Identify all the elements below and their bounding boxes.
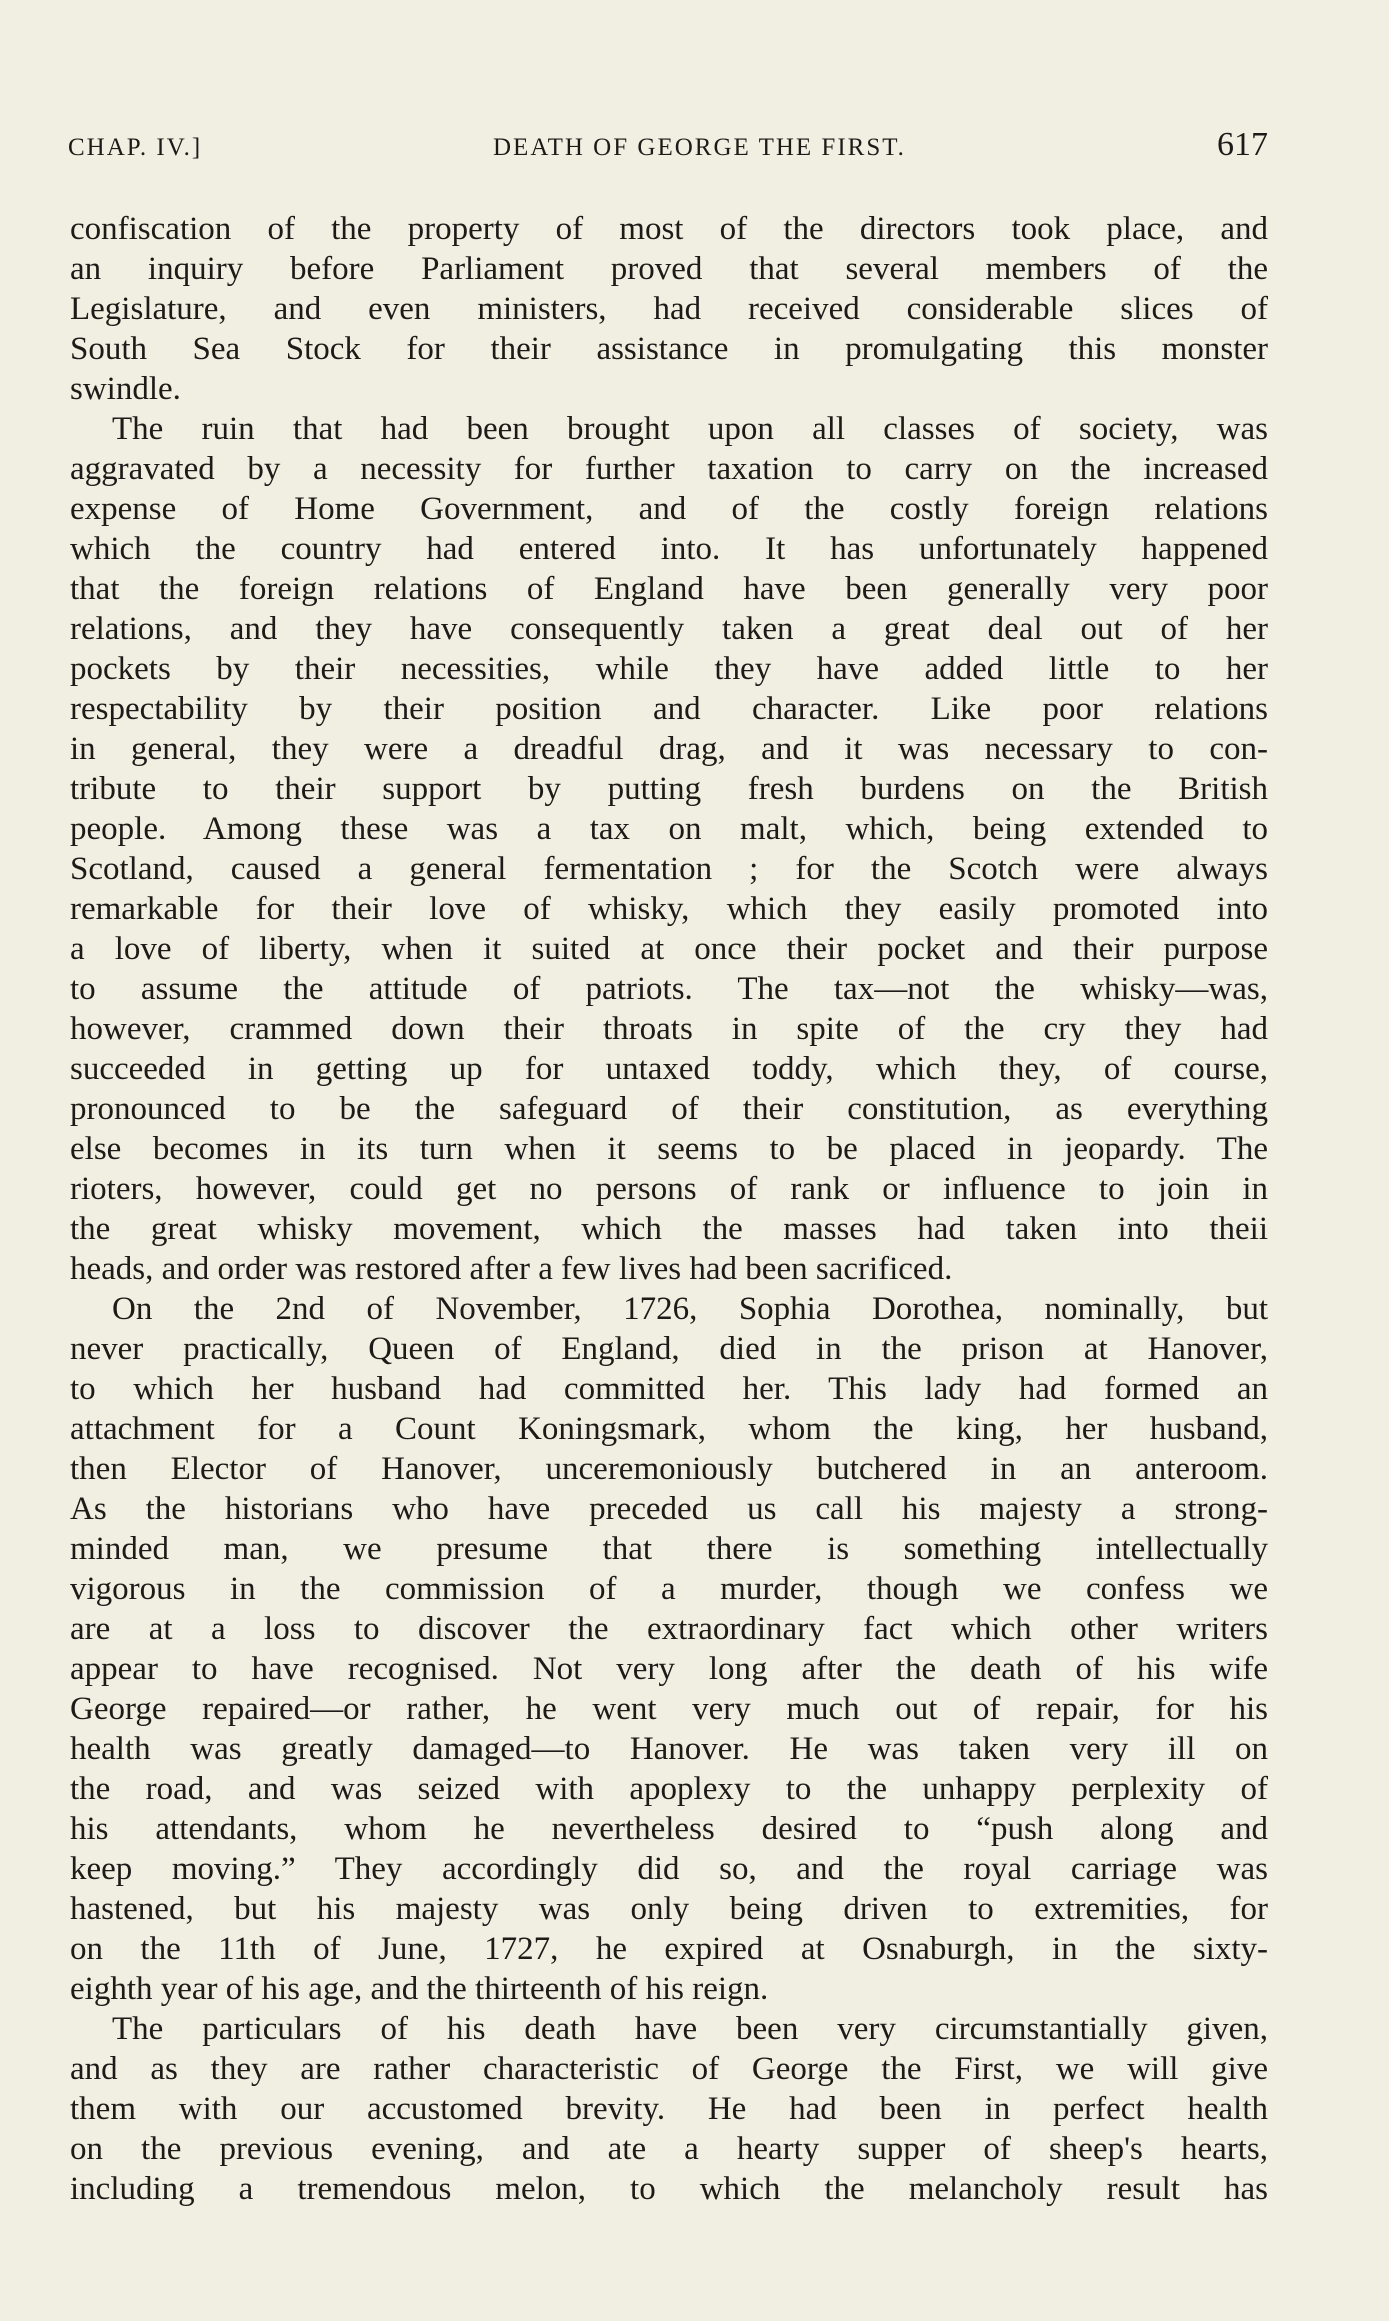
text-line: else becomes in its turn when it seems to be placed in jeopardy. The	[70, 1131, 1268, 1167]
text-line: eighth year of his age, and the thirteenth of his reign.	[70, 1971, 769, 2007]
text-line: The particulars of his death have been very circumstantially given,	[112, 2011, 1268, 2047]
text-line: a love of liberty, when it suited at once their pocket and their purpose	[70, 931, 1268, 967]
text-line: however, crammed down their throats in spite of the cry they had	[70, 1011, 1268, 1047]
text-line: remarkable for their love of whisky, which they easily promoted into	[70, 891, 1268, 927]
text-line: succeeded in getting up for untaxed toddy, which they, of course,	[70, 1051, 1268, 1087]
text-line: rioters, however, could get no persons of rank or influence to join in	[70, 1171, 1268, 1207]
text-line: on the 11th of June, 1727, he expired at Osnaburgh, in the sixty-	[70, 1931, 1268, 1967]
text-line: heads, and order was restored after a few lives had been sacrificed.	[70, 1251, 953, 1287]
text-line: Legislature, and even ministers, had received considerable slices of	[70, 291, 1268, 327]
text-line: them with our accustomed brevity. He had been in perfect health	[70, 2091, 1268, 2127]
text-line: never practically, Queen of England, died in the prison at Hanover,	[70, 1331, 1268, 1367]
text-line: to which her husband had committed her. This lady had formed an	[70, 1371, 1268, 1407]
text-line: minded man, we presume that there is something intellectually	[70, 1531, 1268, 1567]
text-line: in general, they were a dreadful drag, and it was necessary to con-	[70, 731, 1268, 767]
text-line: his attendants, whom he nevertheless desired to “push along and	[70, 1811, 1268, 1847]
text-line: the road, and was seized with apoplexy to the unhappy perplexity of	[70, 1771, 1268, 1807]
text-line: an inquiry before Parliament proved that several members of the	[70, 251, 1268, 287]
text-line: including a tremendous melon, to which the melancholy result has	[70, 2171, 1268, 2207]
text-line: tribute to their support by putting fresh burdens on the British	[70, 771, 1268, 807]
text-line: health was greatly damaged—to Hanover. He was taken very ill on	[70, 1731, 1268, 1767]
running-head	[68, 126, 1268, 166]
text-line: relations, and they have consequently taken a great deal out of her	[70, 611, 1268, 647]
text-line: people. Among these was a tax on malt, which, being extended to	[70, 811, 1268, 847]
text-line: As the historians who have preceded us call his majesty a strong-	[70, 1491, 1268, 1527]
text-line: vigorous in the commission of a murder, though we confess we	[70, 1571, 1268, 1607]
text-line: George repaired—or rather, he went very much out of repair, for his	[70, 1691, 1268, 1727]
text-line: which the country had entered into. It has unfortunately happened	[70, 531, 1268, 567]
text-line: are at a loss to discover the extraordinary fact which other writers	[70, 1611, 1268, 1647]
text-line: pockets by their necessities, while they have added little to her	[70, 651, 1268, 687]
body-text	[70, 209, 1268, 2209]
text-line: The ruin that had been brought upon all classes of society, was	[112, 411, 1268, 447]
text-line: expense of Home Government, and of the costly foreign relations	[70, 491, 1268, 527]
text-line: hastened, but his majesty was only being driven to extremities, for	[70, 1891, 1268, 1927]
text-line: keep moving.” They accordingly did so, and the royal carriage was	[70, 1851, 1268, 1887]
text-line: pronounced to be the safeguard of their constitution, as everything	[70, 1091, 1268, 1127]
text-line: on the previous evening, and ate a hearty supper of sheep's hearts,	[70, 2131, 1268, 2167]
text-line: Scotland, caused a general fermentation ; for the Scotch were always	[70, 851, 1268, 887]
text-line: appear to have recognised. Not very long after the death of his wife	[70, 1651, 1268, 1687]
text-line: South Sea Stock for their assistance in promulgating this monster	[70, 331, 1268, 367]
text-line: aggravated by a necessity for further taxation to carry on the increased	[70, 451, 1268, 487]
text-line: then Elector of Hanover, unceremoniously butchered in an anteroom.	[70, 1451, 1268, 1487]
chapter-label: CHAP. IV.]	[68, 134, 203, 161]
text-line: the great whisky movement, which the masses had taken into theii	[70, 1211, 1268, 1247]
text-line: On the 2nd of November, 1726, Sophia Dorothea, nominally, but	[112, 1291, 1268, 1327]
running-title: DEATH OF GEORGE THE FIRST.	[493, 134, 906, 161]
text-line: respectability by their position and character. Like poor relations	[70, 691, 1268, 727]
text-line: confiscation of the property of most of the directors took place, and	[70, 211, 1268, 247]
page-number: 617	[1217, 126, 1268, 163]
text-line: attachment for a Count Koningsmark, whom the king, her husband,	[70, 1411, 1268, 1447]
text-line: that the foreign relations of England have been generally very poor	[70, 571, 1268, 607]
text-line: to assume the attitude of patriots. The tax—not the whisky—was,	[70, 971, 1268, 1007]
text-line: and as they are rather characteristic of George the First, we will give	[70, 2051, 1268, 2087]
text-line: swindle.	[70, 371, 181, 407]
